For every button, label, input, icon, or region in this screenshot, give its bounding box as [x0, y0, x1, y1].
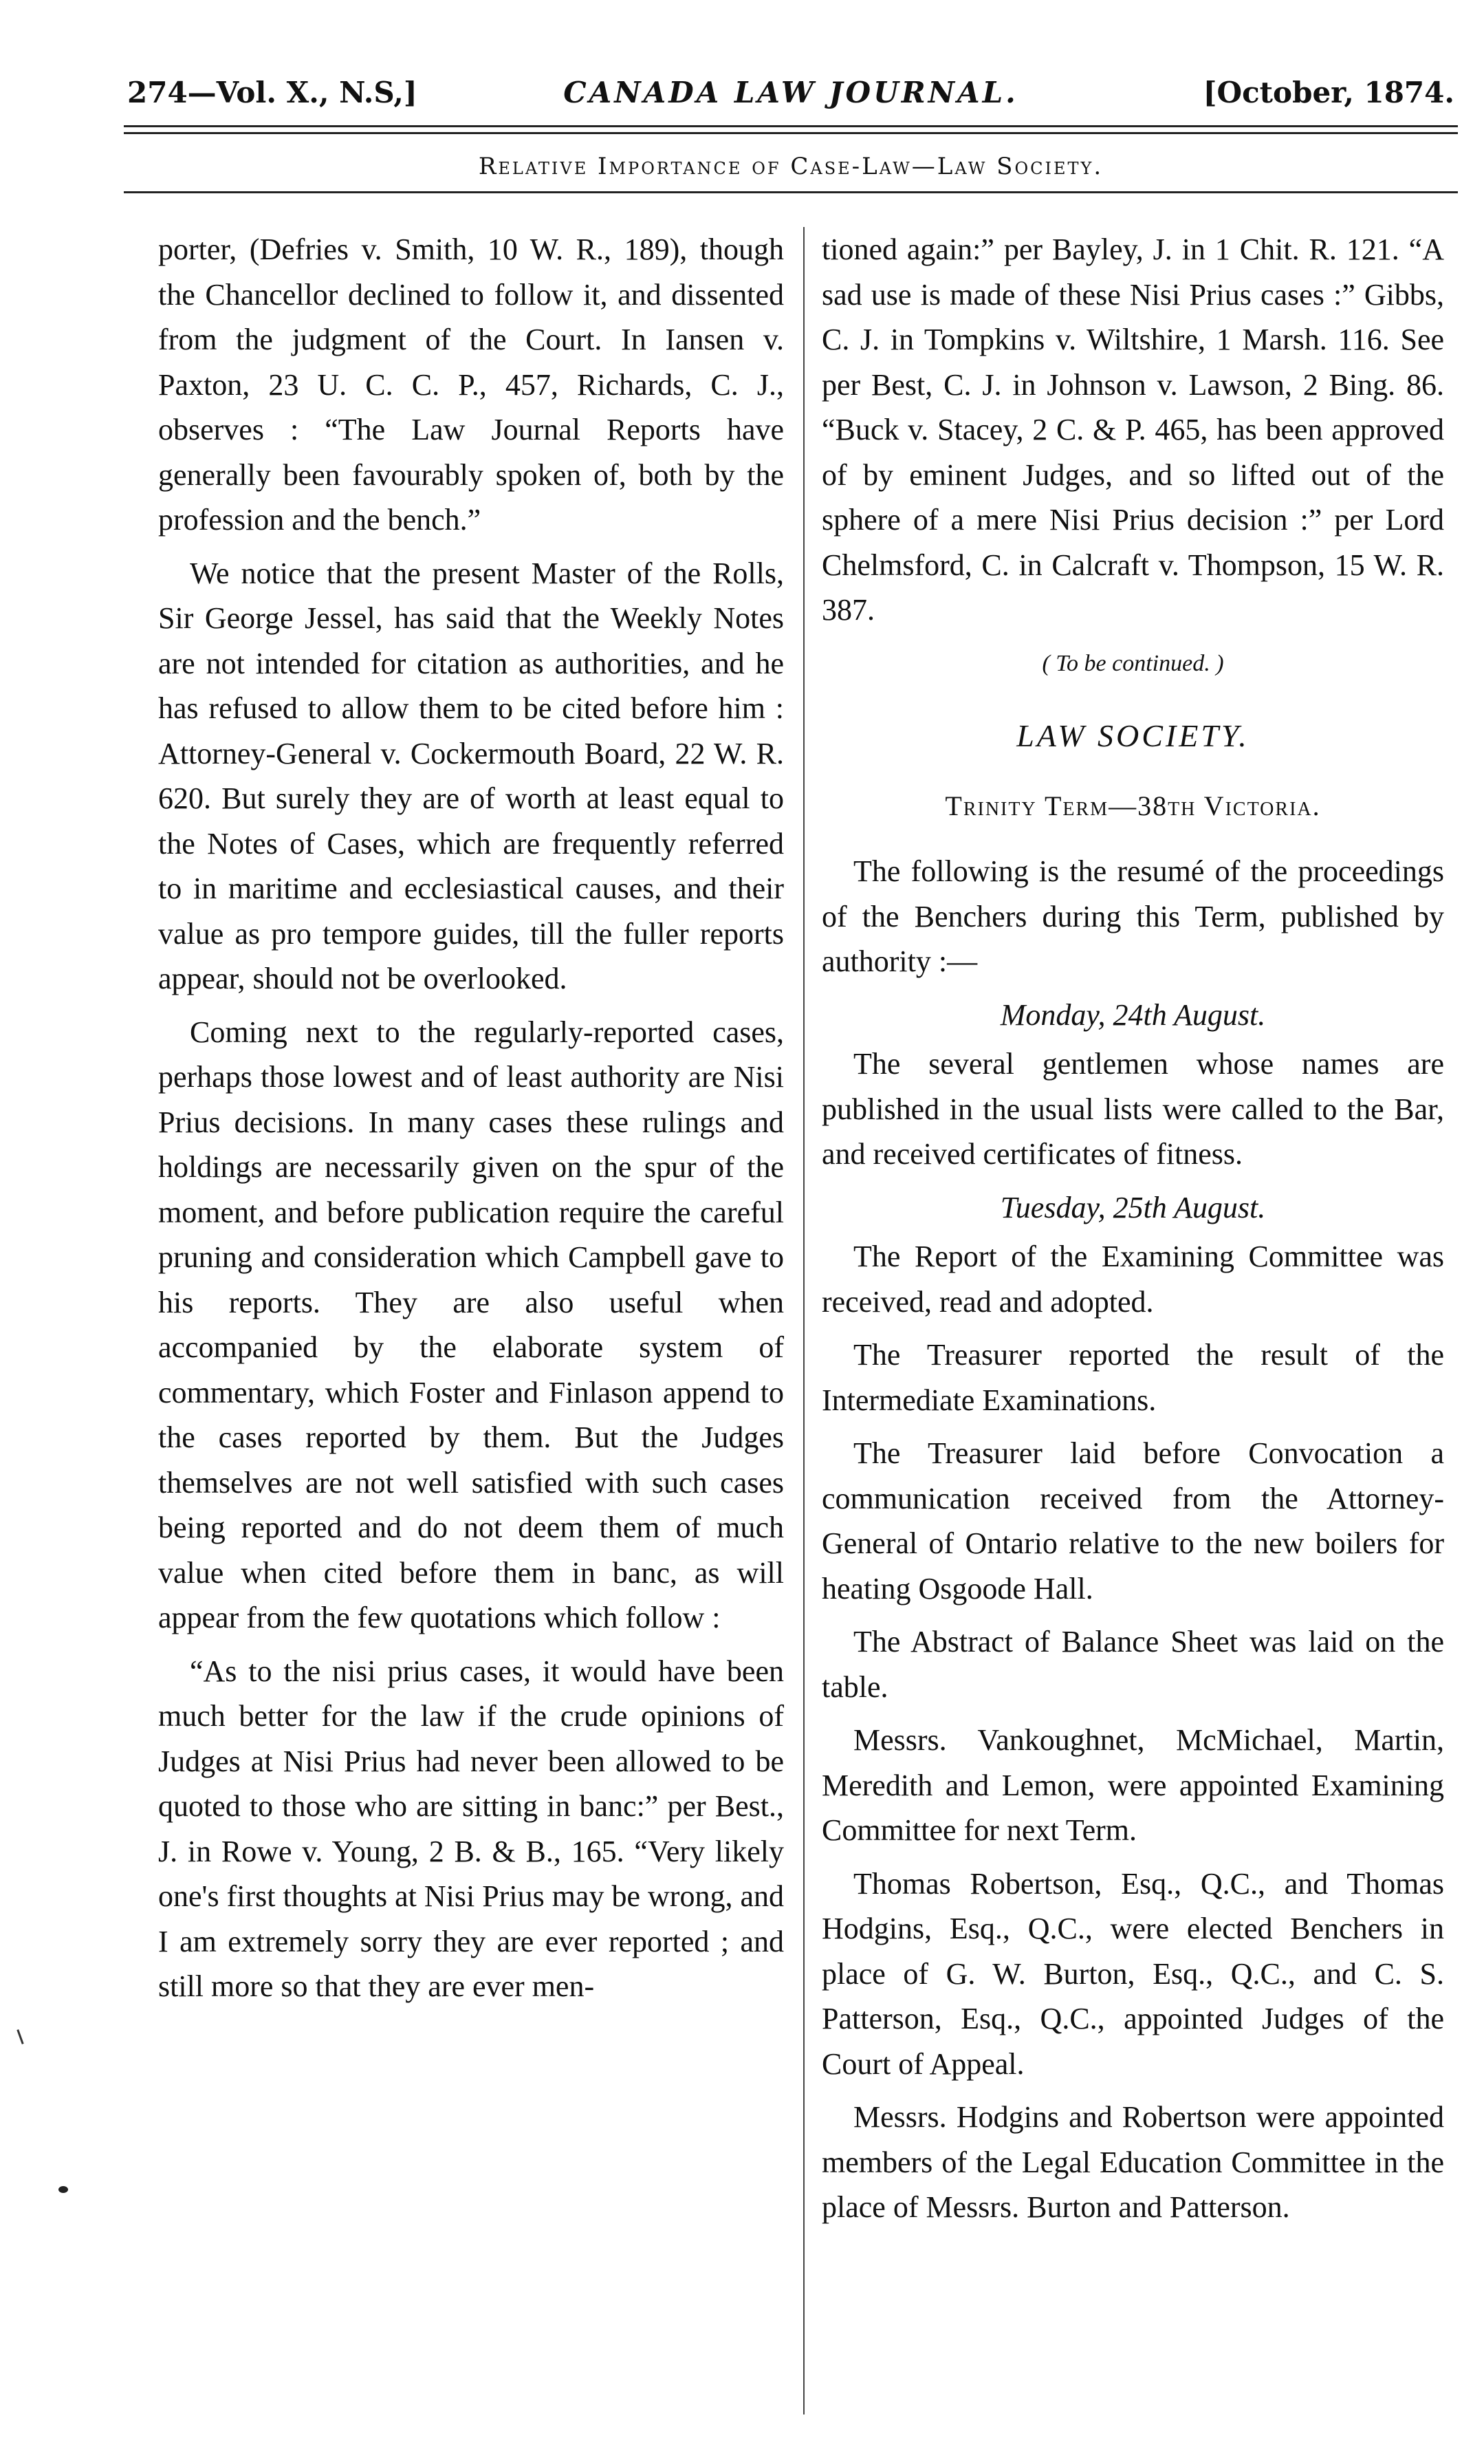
paragraph: “As to the nisi prius cases, it would have been much better for the law if the crude opinions of Judges at Nisi Prius had never been allowed to be quoted to those who are sitting in banc:” per Best., J. in Rowe v. Young, 2 B. & B., 165. “Very likely one's first thoughts at Nisi Prius may be wrong, and I am extremely sorry they are ever reported ; and still more so that they are ever men-	[158, 1654, 784, 2003]
column-divider	[803, 227, 805, 2414]
paragraph: The following is the resumé of the proceedings of the Benchers during this Term, published by authority :—	[822, 854, 1444, 978]
paragraph: The Abstract of Balance Sheet was laid on the table.	[822, 1625, 1444, 1704]
paragraph: Messrs. Hodgins and Robertson were appointed members of the Legal Education Committee in the place of Messrs. Burton and Patterson.	[822, 2100, 1444, 2224]
paragraph: The Report of the Examining Committee was received, read and adopted.	[822, 1240, 1444, 1319]
issue-date: [October, 1874.	[1203, 76, 1454, 109]
paragraph: The Treasurer reported the result of the Intermediate Examinations.	[822, 1338, 1444, 1417]
date-heading: Monday, 24th August.	[1000, 997, 1266, 1032]
header-rule-bottom	[124, 132, 1458, 134]
paragraph: The Treasurer laid before Convocation a communication received from the Attorney-General of Ontario relative to the new boilers for heating Osgoode Hall.	[822, 1436, 1444, 1606]
page-number: 274—Vol. X., N.S,]	[127, 76, 417, 109]
margin-mark	[17, 2029, 23, 2044]
running-head	[127, 76, 1454, 117]
paragraph: We notice that the present Master of the Rolls, Sir George Jessel, has said that the Weekly Notes are not intended for citation as authorities, and he has refused to allow them to be cited before him : Attorney-General v. Cockermouth Board, 22 W. R. 620. But surely they are of worth at least equal to the Notes of Cases, which are frequently referred to in maritime and ecclesiastical causes, and their value as pro tempore guides, till the fuller reports appear, should not be overlooked.	[158, 556, 784, 995]
paragraph: Messrs. Vankoughnet, McMichael, Martin, Meredith and Lemon, were appointed Examining Committee for next Term.	[822, 1723, 1444, 1847]
term-heading: Trinity Term—38th Victoria.	[945, 790, 1321, 821]
law-society-heading: LAW SOCIETY.	[1016, 718, 1250, 753]
right-column	[822, 227, 1444, 2238]
paragraph: porter, (Defries v. Smith, 10 W. R., 189), though the Chancellor declined to follow it, and dissented from the judgment of the Court. In Iansen v. Paxton, 23 U. C. C. P., 457, Richards, C. J., observes : “The Law Journal Reports have generally been favourably spoken of, both by the profession and the bench.”	[158, 233, 784, 537]
left-column	[158, 227, 784, 2018]
paragraph: tioned again:” per Bayley, J. in 1 Chit. R. 121. “A sad use is made of these Nisi Prius cases :” Gibbs, C. J. in Tompkins v. Wiltshire, 1 Marsh. 116. See per Best, C. J. in Johnson v. Lawson, 2 Bing. 86. “Buck v. Stacey, 2 C. & P. 465, has been approved of by eminent Judges, and so lifted out of the sphere of a mere Nisi Prius decision :” per Lord Chelmsford, C. in Calcraft v. Thompson, 15 W. R. 387.	[822, 233, 1444, 627]
ink-blot	[58, 2186, 68, 2193]
paragraph: The several gentlemen whose names are published in the usual lists were called to the Bar, and received certificates of fitness.	[822, 1047, 1444, 1171]
paragraph: Thomas Robertson, Esq., Q.C., and Thomas Hodgins, Esq., Q.C., were elected Benchers in place of G. W. Burton, Esq., Q.C., and C. S. Patterson, Esq., Q.C., appointed Judges of the Court of Appeal.	[822, 1866, 1444, 2081]
header-rule-top	[124, 125, 1458, 127]
date-heading: Tuesday, 25th August.	[1000, 1190, 1266, 1224]
section-heading: Relative Importance of Case-Law—Law Society.	[478, 153, 1104, 180]
continued-note: ( To be continued. )	[1042, 650, 1224, 676]
journal-title: CANADA LAW JOURNAL.	[563, 76, 1018, 109]
paragraph: Coming next to the regularly-reported cases, perhaps those lowest and of least authority are Nisi Prius decisions. In many cases these rulings and holdings are necessarily given on the spur of the moment, and before publication require the careful pruning and consideration which Campbell gave to his reports. They are also useful when accompanied by the elaborate system of commentary, which Foster and Finlason append to the cases reported by them. But the Judges themselves are not well satisfied with such cases being reported and do not deem them of much value when cited before them in banc, as will appear from the few quotations which follow :	[158, 1015, 784, 1634]
section-rule	[124, 191, 1458, 193]
